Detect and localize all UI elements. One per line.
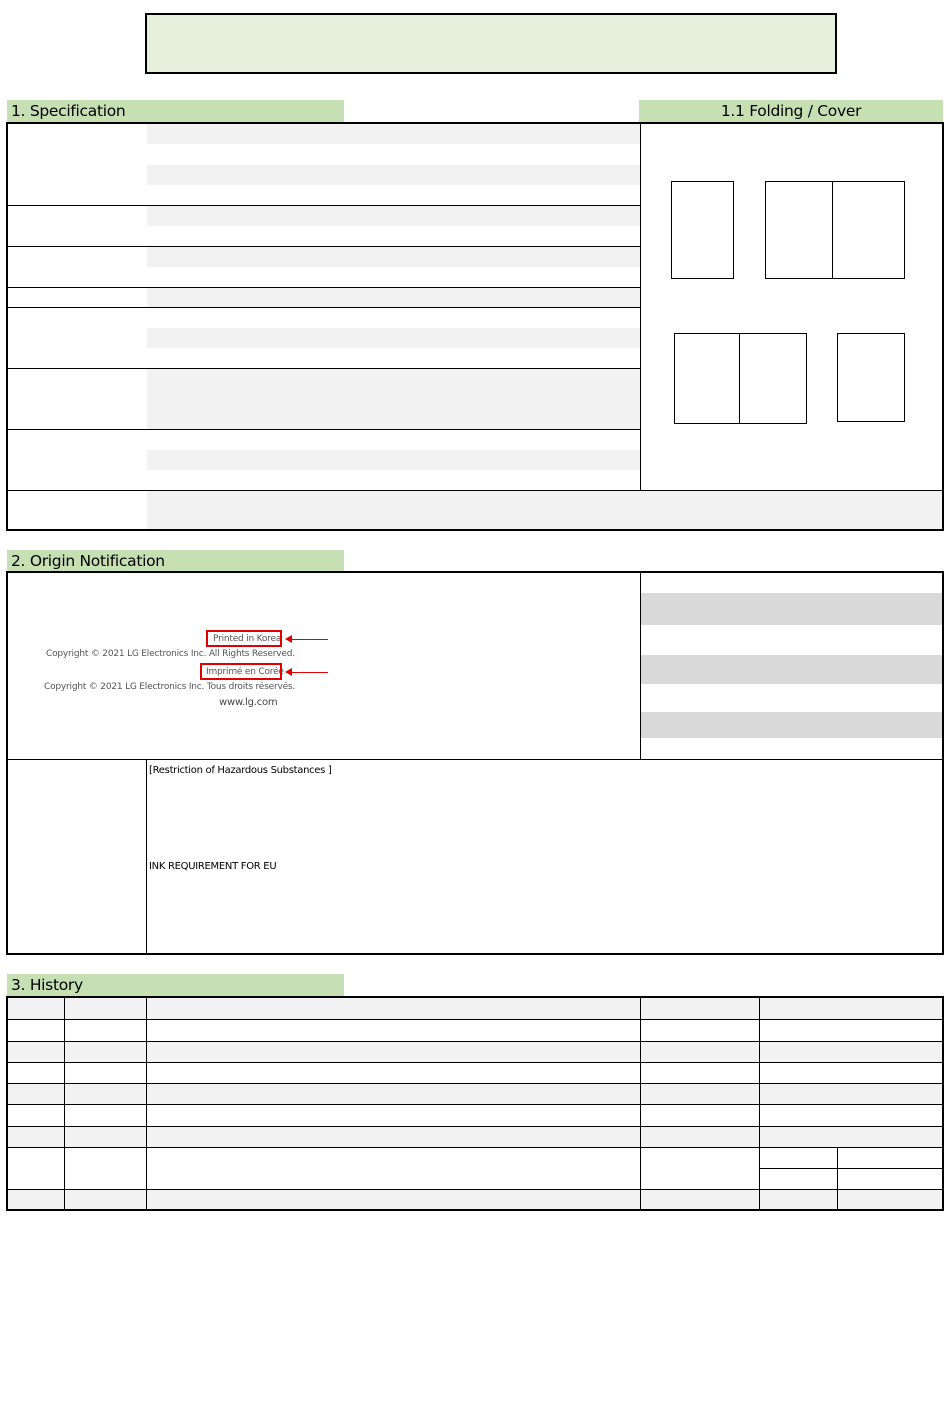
rohs-note: [Restriction of Hazardous Substances ] <box>149 765 332 776</box>
ink-requirement-note: INK REQUIREMENT FOR EU <box>149 861 277 872</box>
specification-table <box>6 122 944 531</box>
arrow-french <box>290 672 328 673</box>
section-header-origin: 2. Origin Notification <box>7 550 344 572</box>
arrow-korea <box>290 639 328 640</box>
history-table <box>6 996 944 1211</box>
highlight-box-french <box>200 663 282 680</box>
section-header-folding: 1.1 Folding / Cover <box>639 100 943 122</box>
website-text: www.lg.com <box>219 697 278 708</box>
section-header-history: 3. History <box>7 974 344 996</box>
fold-diagram-spread <box>674 333 807 424</box>
fold-diagram-bifold <box>765 181 905 279</box>
section-header-specification: 1. Specification <box>7 100 344 122</box>
arrow-head-french-icon <box>285 668 292 676</box>
printed-in-french-text: Imprimé en Corée <box>206 667 284 677</box>
fold-diagram-cover <box>837 333 905 422</box>
copyright-en-text: Copyright © 2021 LG Electronics Inc. All Rights Reserved. <box>46 649 295 659</box>
fold-diagram-single <box>671 181 734 279</box>
document-title-box <box>145 13 837 74</box>
printed-in-korea-text: Printed in Korea <box>213 634 282 644</box>
origin-notification-table <box>6 571 944 955</box>
copyright-fr-text: Copyright © 2021 LG Electronics Inc. Tous droits réservés. <box>44 682 296 692</box>
highlight-box-korea <box>206 630 282 647</box>
arrow-head-korea-icon <box>285 635 292 643</box>
